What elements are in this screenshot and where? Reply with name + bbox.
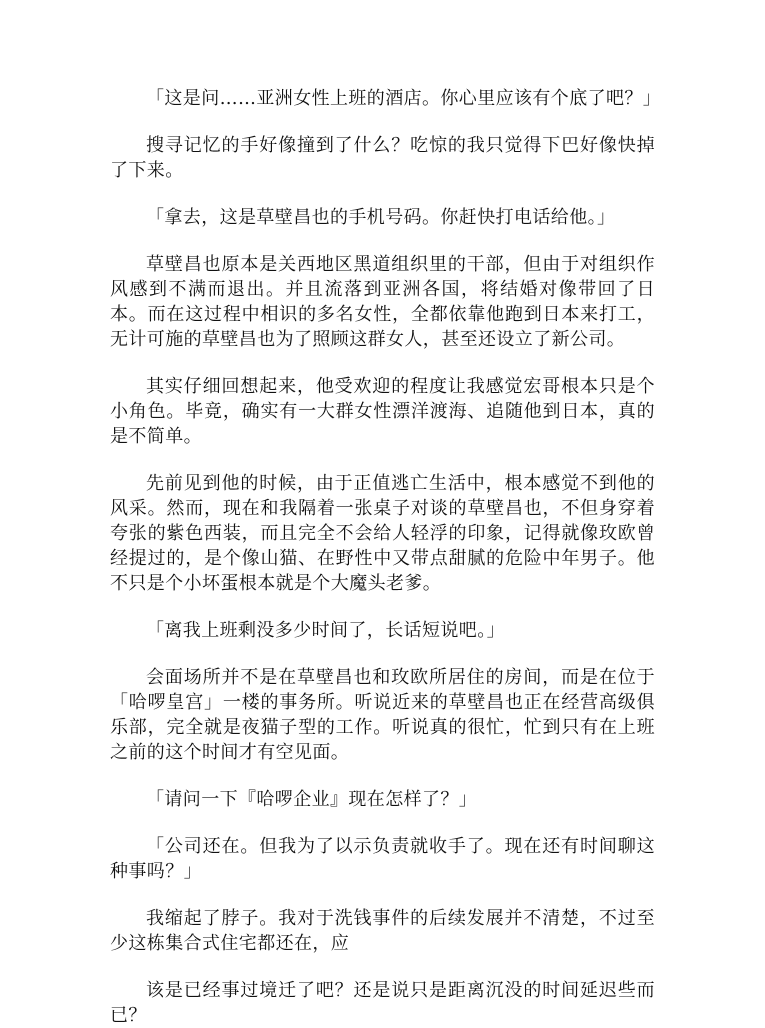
paragraph-8: 会面场所并不是在草壁昌也和玫欧所居住的房间，而是在位于「哈啰皇宫」一楼的事务所。听说近来的草壁昌也正在经营高级俱乐部，完全就是夜猫子型的工作。听说真的很忙，忙到只有在上班之前的这个时间才有空见面。 [110, 667, 655, 763]
paragraph-10: 「公司还在。但我为了以示负责就收手了。现在还有时间聊这种事吗？」 [110, 836, 655, 882]
paragraph-6: 先前见到他的时候，由于正值逃亡生活中，根本感觉不到他的风采。然而，现在和我隔着一张桌子对谈的草壁昌也，不但身穿着夸张的紫色西装，而且完全不会给人轻浮的印象，记得就像玫欧曾经提过的，是个像山猫、在野性中又带点甜腻的危险中年男子。他不只是个小坏蛋根本就是个大魔头老爹。 [110, 473, 655, 594]
paragraph-9: 「请问一下『哈啰企业』现在怎样了？」 [146, 789, 478, 810]
paragraph-2: 搜寻记忆的手好像撞到了什么？吃惊的我只觉得下巴好像快掉了下来。 [110, 135, 655, 181]
paragraph-1: 「这是问……亚洲女性上班的酒店。你心里应该有个底了吧？」 [146, 88, 662, 109]
paragraph-4: 草壁昌也原本是关西地区黑道组织里的干部，但由于对组织作风感到不满而退出。并且流落到亚洲各国，将结婚对像带回了日本。而在这过程中相识的多名女性，全都依靠他跑到日本来打工，无计可施的草壁昌也为了照顾这群女人，甚至还设立了新公司。 [110, 254, 655, 350]
paragraph-5: 其实仔细回想起来，他受欢迎的程度让我感觉宏哥根本只是个小角色。毕竟，确实有一大群女性漂洋渡海、追随他到日本，真的是不简单。 [110, 376, 655, 447]
paragraph-12: 该是已经事过境迁了吧？还是说只是距离沉没的时间延迟些而已？ [110, 980, 655, 1026]
paragraph-7: 「离我上班剩没多少时间了，长话短说吧。」 [146, 620, 505, 641]
paragraph-11: 我缩起了脖子。我对于洗钱事件的后续发展并不清楚，不过至少这栋集合式住宅都还在，应 [110, 908, 655, 954]
paragraph-3: 「拿去，这是草壁昌也的手机号码。你赶快打电话给他。」 [146, 207, 616, 228]
